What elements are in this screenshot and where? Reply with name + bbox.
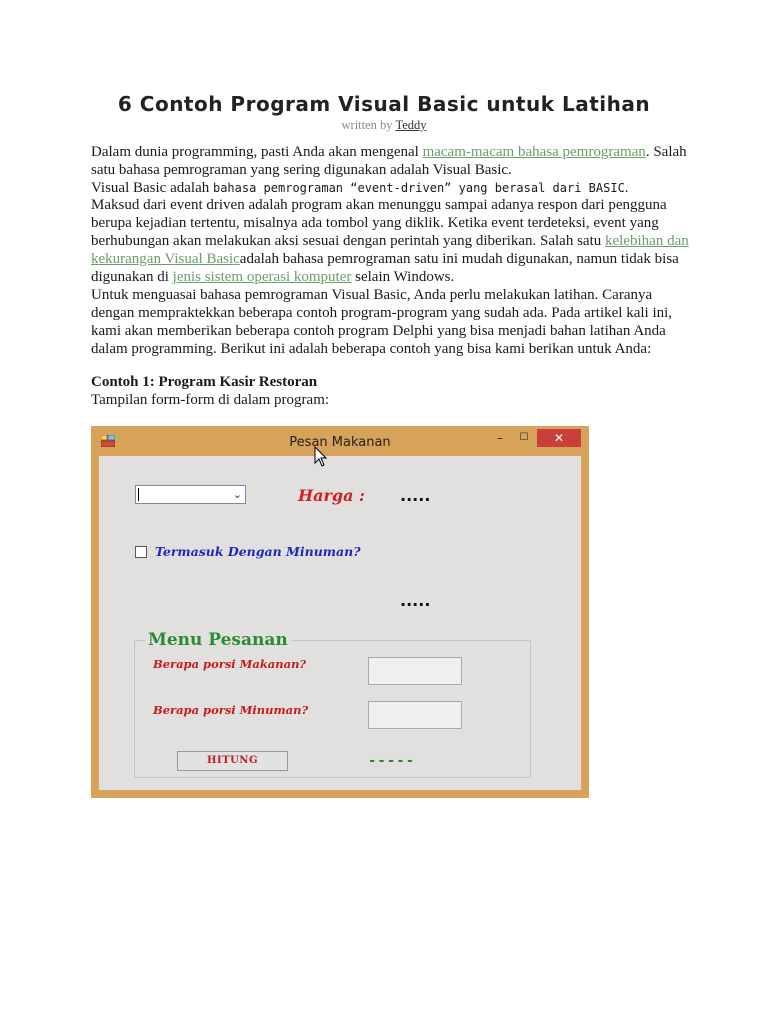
link-macam-bahasa[interactable]: macam-macam bahasa pemrograman — [422, 144, 646, 160]
minuman-value: ..... — [400, 591, 431, 610]
section-subtext: Tampilan form-form di dalam program: — [91, 392, 330, 408]
paragraph-latihan: Untuk menguasai bahasa pemrograman Visual Basic, Anda perlu melakukan latihan. Caranya dengan mempraktekkan beberapa contoh program-program yang sudah ada. Pada artikel kali ini, kami akan memberikan beberapa contoh program Delphi yang bisa menjadi bahan latihan Anda dalam programming. Berikut ini adalah beberapa contoh yang bisa kami berikan untuk Anda: — [91, 287, 673, 357]
minuman-checkbox-label[interactable]: Termasuk Dengan Minuman? — [155, 544, 361, 559]
p1-text-1: Dalam dunia programming, pasti Anda akan mengenal — [91, 144, 423, 160]
porsi-makanan-label: Berapa porsi Makanan? — [153, 657, 307, 671]
harga-label: Harga : — [298, 486, 365, 505]
form-client-area — [99, 456, 581, 790]
author-link[interactable]: Teddy — [395, 118, 427, 132]
paragraph-event-driven — [91, 197, 691, 287]
total-value: ----- — [368, 753, 416, 769]
harga-value: ..... — [400, 486, 431, 505]
porsi-makanan-input[interactable] — [368, 657, 462, 685]
section-heading: Contoh 1: Program Kasir Restoran — [91, 374, 318, 390]
p1-text-3: Visual Basic adalah — [91, 179, 213, 196]
window-titlebar[interactable] — [91, 426, 589, 456]
p2-text-2: adalah bahasa pemrograman satu ini mudah digunakan, namun tidak bisa digunakan di — [91, 250, 679, 285]
minuman-checkbox[interactable] — [135, 546, 147, 558]
p2-text-1: Maksud dari event driven adalah program akan menunggu sampai adanya respon dari pengguna berupa kejadian tertentu, misalnya ada tombol yang diklik. Ketika event terdeteksi, event yang berhubungan akan melakukan aksi sesuai dengan perintah yang diberikan. Salah satu — [91, 197, 667, 249]
byline — [0, 118, 768, 133]
p2-text-3: selain Windows. — [351, 268, 455, 285]
menu-combobox[interactable] — [135, 485, 246, 504]
link-kelebihan[interactable]: kelebihan dan kekurangan Visual Basic — [91, 232, 689, 267]
porsi-minuman-label: Berapa porsi Minuman? — [153, 703, 309, 717]
group-title: Menu Pesanan — [145, 630, 291, 650]
minimize-button[interactable]: – — [497, 431, 503, 445]
byline-prefix: written by — [341, 118, 396, 132]
article-title: 6 Contoh Program Visual Basic untuk Latihan — [117, 92, 651, 116]
chevron-down-icon[interactable]: ⌄ — [232, 489, 242, 501]
paragraph-intro — [91, 144, 691, 198]
text-caret — [138, 488, 139, 501]
maximize-button[interactable]: ☐ — [519, 432, 529, 443]
hitung-button[interactable]: HITUNG — [177, 751, 288, 771]
menu-pesanan-group — [134, 630, 531, 778]
link-jenis-sistem[interactable]: jenis sistem operasi komputer — [172, 268, 352, 285]
porsi-minuman-input[interactable] — [368, 701, 462, 729]
p1-text-end: . — [624, 179, 629, 196]
p1-text-mono: bahasa pemrograman “event-driven” yang berasal dari BASIC — [212, 180, 625, 195]
vb-form-window — [91, 426, 589, 798]
close-button[interactable]: ✕ — [537, 429, 581, 447]
window-title: Pesan Makanan — [289, 435, 391, 450]
mouse-pointer-icon — [314, 446, 328, 468]
p1-text-2: . Salah satu bahasa pemrograman yang sering digunakan adalah Visual Basic. — [91, 144, 687, 178]
